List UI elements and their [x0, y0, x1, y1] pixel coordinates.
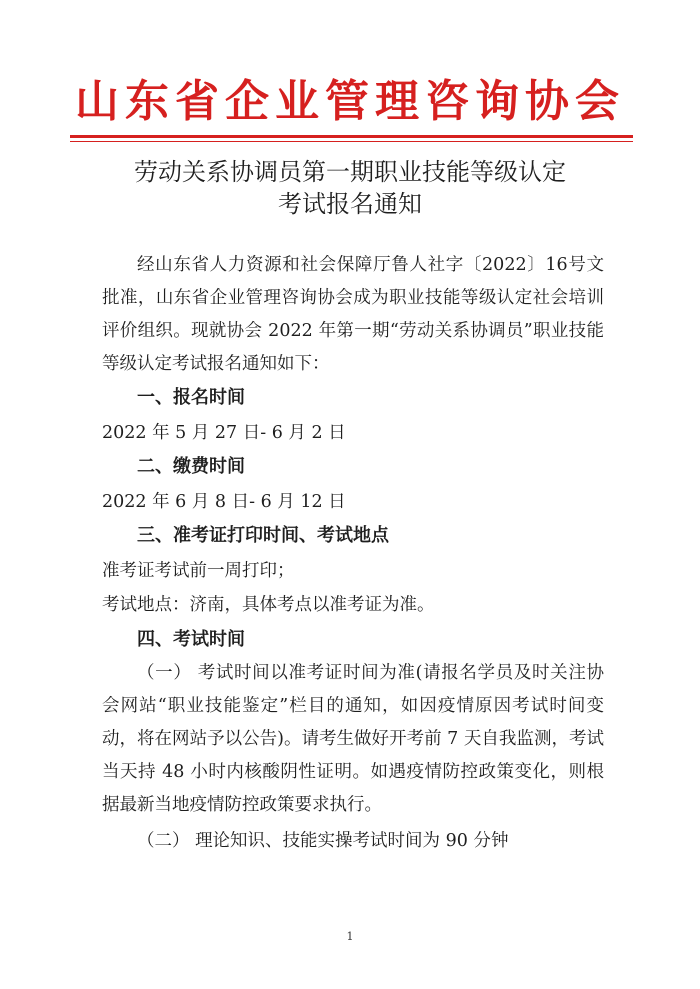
page-number: 1 — [346, 930, 354, 943]
section-heading-admission-ticket: 三、准考证打印时间、考试地点 — [137, 525, 389, 546]
exam-location-text: 考试地点：济南，具体考点以准考证为准。 — [102, 595, 435, 615]
payment-time-value: 2022 年 6 月 8 日- 6 月 12 日 — [102, 491, 346, 512]
notice-title-line2: 考试报名通知 — [278, 190, 422, 218]
section-heading-registration-time: 一、报名时间 — [137, 387, 245, 408]
registration-time-value: 2022 年 5 月 27 日- 6 月 2 日 — [102, 422, 346, 443]
section-heading-payment-time: 二、缴费时间 — [137, 456, 245, 477]
intro-paragraph: 经山东省人力资源和社会保障厅鲁人社字〔2022〕16号文批准，山东省企业管理咨询协会成为职业技能等级认定社会培训评价组织。现就协会 2022 年第一期“劳动关系协调员”职业技能等级认定考试报名通知如下： — [102, 255, 604, 374]
letterhead-org-name: 山东省企业管理咨询协会 — [75, 76, 625, 127]
notice-title-line1: 劳动关系协调员第一期职业技能等级认定 — [134, 158, 566, 186]
notice-body — [102, 249, 604, 858]
exam-time-item-1: （一） 考试时间以准考证时间为准(请报名学员及时关注协会网站“职业技能鉴定”栏目的通知，如因疫情原因考试时间变动，将在网站予以公告)。请考生做好开考前 7 天自我监测，考试当天持 48 小时内核酸阴性证明。如遇疫情防控政策变化，则根据最新当地疫情防控政策要求执行。 — [102, 663, 604, 815]
exam-time-item-2: （二） 理论知识、技能实操考试时间为 90 分钟 — [137, 831, 509, 851]
letterhead-rule-thick — [70, 135, 633, 138]
admission-ticket-print-text: 准考证考试前一周打印； — [102, 560, 295, 581]
section-heading-exam-time: 四、考试时间 — [137, 628, 245, 650]
letterhead-rule-thin — [70, 141, 633, 142]
